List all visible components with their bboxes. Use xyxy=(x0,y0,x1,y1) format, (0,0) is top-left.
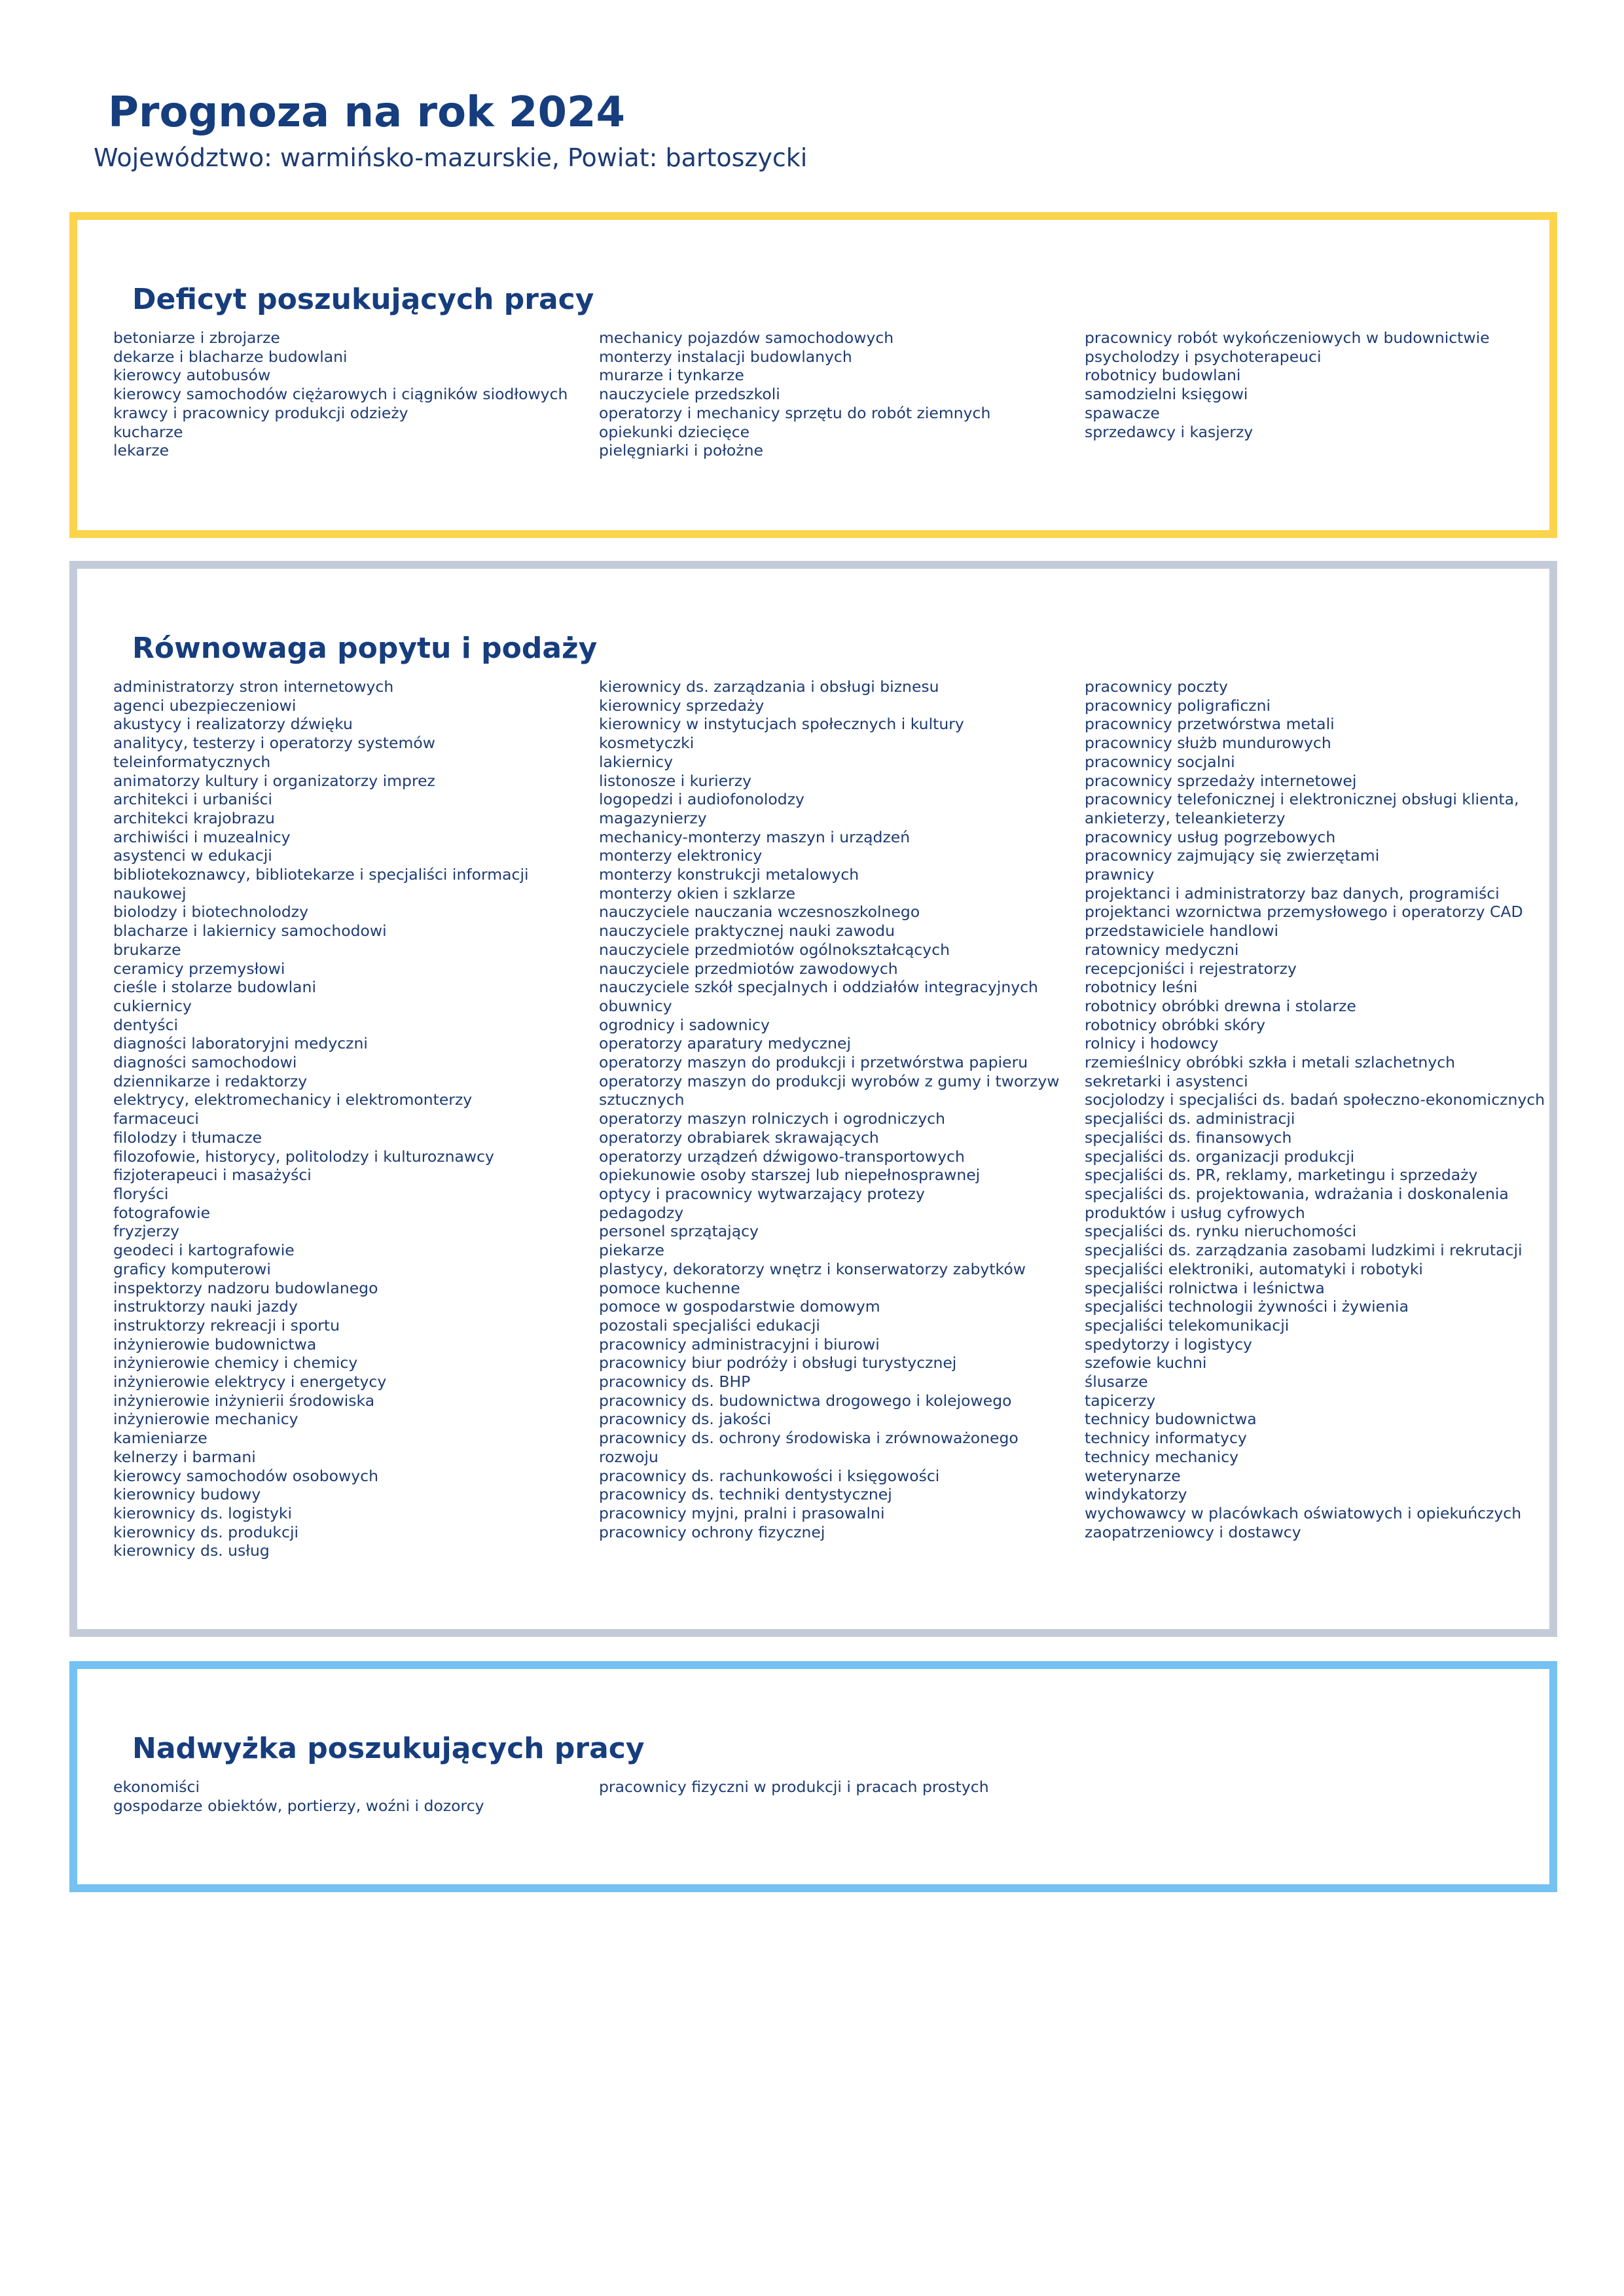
occupation-item: kierownicy ds. produkcji xyxy=(113,1522,298,1541)
occupation-item: kierowcy samochodów ciężarowych i ciągników siodłowych xyxy=(113,385,568,404)
occupation-item: pracownicy ds. techniki dentystycznej xyxy=(599,1485,892,1504)
occupation-item: technicy informatycy xyxy=(1085,1429,1247,1448)
occupation-item: ekonomiści xyxy=(113,1778,200,1796)
occupation-item: specjaliści ds. rynku nieruchomości xyxy=(1085,1222,1357,1241)
occupation-item: monterzy konstrukcji metalowych xyxy=(599,865,859,884)
occupation-item: filolodzy i tłumacze xyxy=(113,1128,262,1147)
occupation-item: nauczyciele przedmiotów zawodowych xyxy=(599,959,898,978)
occupation-item: architekci i urbaniści xyxy=(113,790,273,809)
occupation-item: opiekunki dziecięce xyxy=(599,422,750,441)
occupation-item: zaopatrzeniowcy i dostawcy xyxy=(1085,1522,1301,1541)
occupation-item: diagności samochodowi xyxy=(113,1053,297,1072)
deficit-panel xyxy=(69,212,1557,538)
occupation-item: brukarze xyxy=(113,940,181,959)
occupation-item: pracownicy służb mundurowych xyxy=(1085,734,1331,753)
occupation-item: pracownicy ds. ochrony środowiska i zrównoważonego rozwoju xyxy=(599,1429,1019,1466)
occupation-item: farmaceuci xyxy=(113,1109,199,1128)
occupation-item: pracownicy zajmujący się zwierzętami xyxy=(1085,846,1380,865)
occupation-item: inżynierowie inżynierii środowiska xyxy=(113,1391,375,1410)
occupation-item: kierownicy ds. zarządzania i obsługi biznesu xyxy=(599,677,939,696)
occupation-item: szefowie kuchni xyxy=(1085,1354,1207,1372)
occupation-item: magazynierzy xyxy=(599,808,707,827)
occupation-item: specjaliści telekomunikacji xyxy=(1085,1316,1290,1335)
balance-column-3 xyxy=(1085,677,1556,1541)
occupation-item: monterzy elektronicy xyxy=(599,846,763,865)
occupation-item: operatorzy maszyn rolniczych i ogrodniczych xyxy=(599,1109,945,1128)
balance-panel xyxy=(69,561,1557,1637)
occupation-item: inżynierowie budownictwa xyxy=(113,1335,317,1354)
occupation-item: weterynarze xyxy=(1085,1466,1181,1485)
occupation-item: blacharze i lakiernicy samochodowi xyxy=(113,922,387,941)
occupation-item: murarze i tynkarze xyxy=(599,366,744,385)
occupation-item: kierownicy ds. usług xyxy=(113,1541,270,1560)
balance-column-1 xyxy=(113,677,585,1560)
occupation-item: nauczyciele nauczania wczesnoszkolnego xyxy=(599,903,920,922)
occupation-item: pracownicy usług pogrzebowych xyxy=(1085,827,1336,846)
occupation-item: kosmetyczki xyxy=(599,734,695,753)
occupation-item: graficy komputerowi xyxy=(113,1259,271,1278)
occupation-item: pracownicy przetwórstwa metali xyxy=(1085,715,1335,734)
occupation-item: kierownicy sprzedaży xyxy=(599,696,765,715)
occupation-item: cukiernicy xyxy=(113,996,192,1015)
occupation-item: pracownicy robót wykończeniowych w budownictwie xyxy=(1085,329,1490,347)
occupation-item: personel sprzątający xyxy=(599,1222,759,1241)
page-title: Prognoza na rok 2024 xyxy=(108,88,626,137)
occupation-item: kierownicy w instytucjach społecznych i kultury xyxy=(599,715,964,734)
occupation-item: pracownicy sprzedaży internetowej xyxy=(1085,771,1357,790)
occupation-item: pracownicy ds. budownictwa drogowego i kolejowego xyxy=(599,1391,1012,1410)
occupation-item: fizjoterapeuci i masażyści xyxy=(113,1166,312,1185)
occupation-item: geodeci i kartografowie xyxy=(113,1241,295,1260)
occupation-item: instruktorzy nauki jazdy xyxy=(113,1297,298,1316)
occupation-item: specjaliści elektroniki, automatyki i robotyki xyxy=(1085,1259,1423,1278)
occupation-item: filozofowie, historycy, politolodzy i kulturoznawcy xyxy=(113,1147,494,1166)
deficit-occupation-columns xyxy=(113,329,1553,521)
occupation-item: technicy budownictwa xyxy=(1085,1410,1257,1429)
surplus-panel xyxy=(69,1661,1557,1892)
occupation-item: pozostali specjaliści edukacji xyxy=(599,1316,820,1335)
occupation-item: betoniarze i zbrojarze xyxy=(113,329,280,347)
occupation-item: windykatorzy xyxy=(1085,1485,1187,1504)
occupation-item: bibliotekoznawcy, bibliotekarze i specjaliści informacji naukowej xyxy=(113,865,529,903)
occupation-item: opiekunowie osoby starszej lub niepełnosprawnej xyxy=(599,1166,981,1185)
surplus-panel-title: Nadwyżka poszukujących pracy xyxy=(132,1732,645,1765)
deficit-column-1 xyxy=(113,329,585,460)
occupation-item: robotnicy leśni xyxy=(1085,978,1198,997)
occupation-item: monterzy okien i szklarze xyxy=(599,884,796,903)
occupation-item: pracownicy administracyjni i biurowi xyxy=(599,1335,880,1354)
occupation-item: spawacze xyxy=(1085,403,1160,422)
occupation-item: monterzy instalacji budowlanych xyxy=(599,347,852,366)
occupation-item: kierownicy budowy xyxy=(113,1485,261,1504)
occupation-item: archiwiści i muzealnicy xyxy=(113,827,291,846)
occupation-item: gospodarze obiektów, portierzy, woźni i dozorcy xyxy=(113,1796,484,1815)
occupation-item: pracownicy fizyczni w produkcji i pracach prostych xyxy=(599,1778,989,1796)
surplus-column-1 xyxy=(113,1778,585,1815)
occupation-item: cieśle i stolarze budowlani xyxy=(113,978,316,997)
occupation-item: nauczyciele przedmiotów ogólnokształcących xyxy=(599,940,950,959)
occupation-item: pomoce w gospodarstwie domowym xyxy=(599,1297,880,1316)
occupation-item: dziennikarze i redaktorzy xyxy=(113,1071,308,1090)
occupation-item: kamieniarze xyxy=(113,1429,208,1448)
occupation-item: diagności laboratoryjni medyczni xyxy=(113,1034,368,1053)
occupation-item: spedytorzy i logistycy xyxy=(1085,1335,1252,1354)
page-subtitle: Województwo: warmińsko-mazurskie, Powiat: bartoszycki xyxy=(94,143,808,172)
occupation-item: inżynierowie elektrycy i energetycy xyxy=(113,1372,387,1391)
occupation-item: operatorzy aparatury medycznej xyxy=(599,1034,852,1053)
occupation-item: przedstawiciele handlowi xyxy=(1085,922,1279,941)
occupation-item: specjaliści ds. organizacji produkcji xyxy=(1085,1147,1355,1166)
occupation-item: projektanci i administratorzy baz danych, programiści xyxy=(1085,884,1500,903)
occupation-item: specjaliści ds. zarządzania zasobami ludzkimi i rekrutacji xyxy=(1085,1241,1523,1260)
occupation-item: optycy i pracownicy wytwarzający protezy xyxy=(599,1184,925,1203)
occupation-item: nauczyciele praktycznej nauki zawodu xyxy=(599,922,895,941)
occupation-item: operatorzy urządzeń dźwigowo-transportowych xyxy=(599,1147,965,1166)
occupation-item: ogrodnicy i sadownicy xyxy=(599,1015,770,1034)
occupation-item: dekarze i blacharze budowlani xyxy=(113,347,348,366)
balance-occupation-columns xyxy=(113,677,1553,1620)
occupation-item: pracownicy ochrony fizycznej xyxy=(599,1522,825,1541)
occupation-item: rzemieślnicy obróbki szkła i metali szlachetnych xyxy=(1085,1053,1456,1072)
occupation-item: robotnicy obróbki drewna i stolarze xyxy=(1085,996,1356,1015)
deficit-column-3 xyxy=(1085,329,1556,441)
occupation-item: kelnerzy i barmani xyxy=(113,1447,256,1466)
occupation-item: listonosze i kurierzy xyxy=(599,771,752,790)
occupation-item: mechanicy-monterzy maszyn i urządzeń xyxy=(599,827,911,846)
occupation-item: ceramicy przemysłowi xyxy=(113,959,285,978)
occupation-item: recepcjoniści i rejestratorzy xyxy=(1085,959,1297,978)
occupation-item: pracownicy socjalni xyxy=(1085,752,1235,771)
occupation-item: pracownicy myjni, pralni i prasowalni xyxy=(599,1503,885,1522)
occupation-item: projektanci wzornictwa przemysłowego i operatorzy CAD xyxy=(1085,903,1523,922)
occupation-item: specjaliści ds. finansowych xyxy=(1085,1128,1292,1147)
occupation-item: inżynierowie mechanicy xyxy=(113,1410,298,1429)
occupation-item: pedagodzy xyxy=(599,1203,684,1222)
occupation-item: kierownicy ds. logistyki xyxy=(113,1503,293,1522)
occupation-item: dentyści xyxy=(113,1015,179,1034)
occupation-item: rolnicy i hodowcy xyxy=(1085,1034,1219,1053)
occupation-item: specjaliści ds. administracji xyxy=(1085,1109,1295,1128)
occupation-item: prawnicy xyxy=(1085,865,1155,884)
occupation-item: ratownicy medyczni xyxy=(1085,940,1239,959)
occupation-item: pracownicy telefonicznej i elektronicznej obsługi klienta, ankieterzy, teleankieterzy xyxy=(1085,790,1519,827)
occupation-item: robotnicy obróbki skóry xyxy=(1085,1015,1266,1034)
occupation-item: inspektorzy nadzoru budowlanego xyxy=(113,1278,378,1297)
occupation-item: kierowcy samochodów osobowych xyxy=(113,1466,378,1485)
occupation-item: pielęgniarki i położne xyxy=(599,441,763,460)
occupation-item: kierowcy autobusów xyxy=(113,366,271,385)
occupation-item: instruktorzy rekreacji i sportu xyxy=(113,1316,340,1335)
occupation-item: akustycy i realizatorzy dźwięku xyxy=(113,715,353,734)
occupation-item: kucharze xyxy=(113,422,183,441)
occupation-item: socjolodzy i specjaliści ds. badań społeczno-ekonomicznych xyxy=(1085,1090,1545,1109)
occupation-item: pracownicy poligraficzni xyxy=(1085,696,1271,715)
deficit-column-2 xyxy=(599,329,1070,460)
occupation-item: ślusarze xyxy=(1085,1372,1148,1391)
occupation-item: floryści xyxy=(113,1184,169,1203)
occupation-item: operatorzy i mechanicy sprzętu do robót ziemnych xyxy=(599,403,991,422)
occupation-item: piekarze xyxy=(599,1241,664,1260)
occupation-item: fryzjerzy xyxy=(113,1222,180,1241)
occupation-item: inżynierowie chemicy i chemicy xyxy=(113,1354,358,1372)
occupation-item: technicy mechanicy xyxy=(1085,1447,1239,1466)
occupation-item: operatorzy maszyn do produkcji i przetwórstwa papieru xyxy=(599,1053,1028,1072)
occupation-item: nauczyciele szkół specjalnych i oddziałów integracyjnych xyxy=(599,978,1038,997)
occupation-item: operatorzy maszyn do produkcji wyrobów z gumy i tworzyw sztucznych xyxy=(599,1071,1060,1109)
occupation-item: agenci ubezpieczeniowi xyxy=(113,696,297,715)
occupation-item: pracownicy ds. rachunkowości i księgowości xyxy=(599,1466,940,1485)
occupation-item: specjaliści ds. PR, reklamy, marketingu i sprzedaży xyxy=(1085,1166,1478,1185)
occupation-item: logopedzi i audiofonolodzy xyxy=(599,790,804,809)
occupation-item: pracownicy biur podróży i obsługi turystycznej xyxy=(599,1354,957,1372)
balance-column-2 xyxy=(599,677,1070,1541)
occupation-item: nauczyciele przedszkoli xyxy=(599,385,780,404)
deficit-panel-title: Deficyt poszukujących pracy xyxy=(132,283,594,316)
occupation-item: specjaliści ds. projektowania, wdrażania i doskonalenia produktów i usług cyfrowych xyxy=(1085,1184,1509,1222)
occupation-item: tapicerzy xyxy=(1085,1391,1156,1410)
occupation-item: specjaliści technologii żywności i żywienia xyxy=(1085,1297,1409,1316)
occupation-item: lekarze xyxy=(113,441,170,460)
occupation-item: pracownicy poczty xyxy=(1085,677,1228,696)
occupation-item: operatorzy obrabiarek skrawających xyxy=(599,1128,879,1147)
occupation-item: obuwnicy xyxy=(599,996,672,1015)
surplus-occupation-columns xyxy=(113,1778,1553,1875)
occupation-item: psycholodzy i psychoterapeuci xyxy=(1085,347,1322,366)
occupation-item: analitycy, testerzy i operatorzy systemów teleinformatycznych xyxy=(113,734,435,771)
occupation-item: wychowawcy w placówkach oświatowych i opiekuńczych xyxy=(1085,1503,1522,1522)
occupation-item: animatorzy kultury i organizatorzy imprez xyxy=(113,771,435,790)
occupation-item: mechanicy pojazdów samochodowych xyxy=(599,329,894,347)
occupation-item: sekretarki i asystenci xyxy=(1085,1071,1248,1090)
occupation-item: specjaliści rolnictwa i leśnictwa xyxy=(1085,1278,1325,1297)
occupation-item: asystenci w edukacji xyxy=(113,846,272,865)
occupation-item: elektrycy, elektromechanicy i elektromonterzy xyxy=(113,1090,473,1109)
occupation-item: fotografowie xyxy=(113,1203,211,1222)
occupation-item: biolodzy i biotechnolodzy xyxy=(113,903,309,922)
occupation-item: pracownicy ds. jakości xyxy=(599,1410,772,1429)
occupation-item: administratorzy stron internetowych xyxy=(113,677,394,696)
occupation-item: samodzielni księgowi xyxy=(1085,385,1248,404)
balance-panel-title: Równowaga popytu i podaży xyxy=(132,632,598,665)
surplus-column-2 xyxy=(599,1778,1070,1797)
occupation-item: pracownicy ds. BHP xyxy=(599,1372,751,1391)
occupation-item: pomoce kuchenne xyxy=(599,1278,740,1297)
occupation-item: krawcy i pracownicy produkcji odzieży xyxy=(113,403,408,422)
occupation-item: sprzedawcy i kasjerzy xyxy=(1085,422,1254,441)
occupation-item: lakiernicy xyxy=(599,752,674,771)
occupation-item: plastycy, dekoratorzy wnętrz i konserwatorzy zabytków xyxy=(599,1259,1026,1278)
occupation-item: robotnicy budowlani xyxy=(1085,366,1241,385)
occupation-item: architekci krajobrazu xyxy=(113,808,275,827)
